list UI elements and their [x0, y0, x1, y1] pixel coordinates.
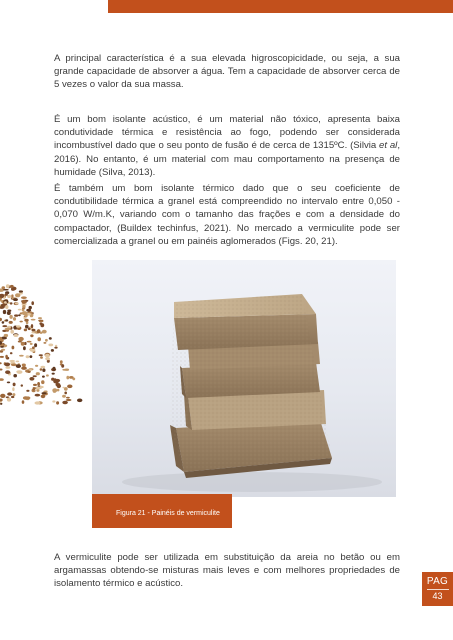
granule — [33, 384, 37, 386]
granule — [0, 369, 3, 371]
paragraph-thermal-insulation: É também um bom isolante térmico dado que o seu coeficiente de condutibilidade térmica a granel está compreendido no intervalo entre 0,050 - 0,070 W/m.K, variando com o tamanho das frações e com a densidade do compactador, (Buildex techinfus, 2021). No mercado a vermiculite pode ser comercializada a granel ou em painéis aglomerados (Figs. 20, 21). — [54, 183, 400, 247]
granule — [9, 321, 13, 324]
granule — [40, 323, 44, 327]
granule — [13, 374, 17, 377]
page-divider — [427, 589, 449, 590]
granule — [43, 342, 46, 344]
granule — [5, 366, 10, 369]
granule — [5, 293, 8, 296]
granule — [24, 319, 28, 322]
granule — [18, 314, 21, 316]
granule — [40, 366, 45, 369]
granule — [41, 392, 46, 394]
granule — [13, 383, 16, 387]
citation-et-al: et al — [379, 140, 398, 152]
granule — [10, 330, 14, 334]
granule — [56, 401, 59, 404]
granule — [62, 387, 65, 389]
granule — [48, 344, 53, 347]
granule — [30, 355, 33, 358]
granule — [69, 376, 74, 379]
granule — [14, 314, 18, 316]
granule — [62, 401, 68, 404]
granule — [13, 298, 18, 301]
granule — [66, 399, 72, 401]
granule — [1, 349, 5, 351]
granule — [23, 302, 27, 304]
granule — [15, 293, 20, 297]
figure-caption: Figura 21 - Painéis de vermiculite — [116, 509, 220, 517]
granule — [13, 317, 16, 321]
granule — [40, 356, 43, 359]
granule — [5, 319, 8, 321]
granule — [7, 392, 12, 395]
granule — [35, 394, 41, 397]
header-accent-bar — [108, 0, 453, 13]
granule — [26, 355, 30, 358]
granule — [52, 400, 55, 402]
granule — [21, 342, 25, 346]
granule — [16, 361, 20, 363]
page-number: 43 — [432, 591, 443, 601]
granule — [28, 328, 31, 331]
granule — [40, 368, 43, 370]
granule — [14, 334, 19, 337]
granule — [66, 397, 70, 399]
page-label: PAG — [426, 576, 449, 587]
granule — [18, 337, 23, 341]
granule — [26, 309, 31, 312]
granule — [4, 301, 7, 304]
granule — [40, 386, 44, 388]
granule — [49, 337, 52, 340]
granule — [16, 364, 21, 368]
granule — [15, 303, 18, 305]
paragraph-text: , 2016). No entanto, é um material com mau comportamento na presença de humidade (Silva, 2013). — [54, 140, 400, 178]
granule — [62, 395, 66, 398]
granule — [31, 301, 34, 305]
granule — [67, 385, 72, 389]
granule — [0, 362, 2, 364]
granule — [37, 337, 41, 341]
granule — [16, 325, 20, 327]
granule — [0, 394, 5, 398]
granule — [45, 339, 48, 342]
granule — [21, 384, 23, 386]
granule — [32, 329, 36, 332]
granule — [11, 294, 13, 297]
granule — [45, 357, 50, 360]
granule — [52, 373, 55, 375]
granule — [42, 376, 45, 378]
paragraph-acoustic-insulation — [54, 113, 400, 179]
granule — [22, 400, 25, 404]
granule — [41, 395, 46, 399]
granule — [37, 329, 40, 333]
granule — [51, 349, 54, 352]
granule — [20, 321, 23, 323]
granule — [62, 369, 66, 371]
granule — [12, 387, 14, 391]
granule — [19, 355, 24, 357]
granule — [5, 305, 8, 309]
granule — [30, 343, 33, 345]
granule — [38, 320, 43, 322]
granule — [30, 334, 33, 337]
granule — [35, 401, 41, 404]
granule — [64, 392, 67, 395]
granule — [66, 376, 69, 380]
granule — [35, 365, 38, 367]
granule — [61, 364, 64, 368]
granule — [26, 390, 29, 392]
granule — [29, 377, 34, 381]
granule — [7, 382, 10, 384]
granule — [31, 319, 36, 321]
granule — [19, 290, 23, 292]
granule — [39, 354, 43, 356]
granule — [52, 388, 57, 392]
granule — [21, 296, 27, 299]
granule — [42, 330, 47, 334]
granule — [9, 360, 15, 362]
granule — [42, 368, 45, 372]
granule — [9, 315, 12, 319]
page-number-tag — [422, 572, 453, 606]
vermiculite-panels-photo — [92, 260, 396, 497]
granule — [4, 334, 8, 337]
granule — [5, 370, 10, 374]
granule — [18, 309, 22, 311]
granule — [0, 318, 2, 321]
granule — [10, 302, 13, 304]
granule — [31, 324, 33, 328]
granule — [25, 313, 28, 317]
granule — [52, 367, 55, 371]
granule — [6, 284, 10, 288]
granule — [10, 285, 14, 288]
granule — [21, 366, 27, 370]
granule — [28, 371, 31, 373]
granule — [22, 364, 26, 367]
granule — [30, 348, 36, 352]
paragraph-hygroscopicity: A principal característica é a sua elevada higroscopicidade, ou seja, a sua grande capacidade de absorver a água. Tem a capacidade de absorver cerca de 5 vezes o valor da sua massa. — [54, 53, 400, 91]
granule — [7, 295, 11, 298]
granule — [2, 321, 5, 324]
granule — [41, 380, 44, 384]
granule — [0, 399, 3, 402]
granule — [54, 347, 57, 349]
granule — [12, 393, 15, 396]
granule — [34, 343, 37, 347]
granule — [29, 306, 32, 309]
granule — [33, 375, 37, 377]
granule — [25, 325, 29, 329]
granule — [4, 363, 10, 367]
granule — [11, 288, 15, 291]
granule — [77, 399, 82, 403]
paragraph-text: É um bom isolante acústico, é um material não tóxico, apresenta baixa condutividade térmica e resistência ao fogo, podendo ser considerada incombustível dado que o seu ponto de fusão é de cerca de 1315ºC. (Silvia — [54, 114, 400, 152]
granule — [10, 352, 13, 354]
granule — [7, 310, 11, 312]
granule — [25, 396, 30, 399]
granule — [5, 328, 11, 331]
granule — [0, 378, 4, 381]
figure-caption-box — [92, 494, 232, 528]
granule — [7, 398, 11, 402]
vermiculite-granules-image — [0, 278, 88, 408]
granule — [2, 325, 7, 327]
granule — [45, 354, 50, 358]
granule — [38, 317, 42, 319]
granule — [36, 372, 40, 375]
granule — [31, 314, 34, 317]
granule — [60, 360, 63, 363]
granule — [12, 346, 15, 350]
granule — [33, 387, 37, 389]
granule — [24, 329, 27, 332]
granule — [23, 346, 26, 350]
granule — [22, 308, 25, 310]
granule — [54, 378, 57, 381]
granule — [16, 370, 22, 373]
granule — [5, 355, 8, 359]
granule — [11, 396, 14, 398]
granule — [37, 382, 40, 386]
granule — [0, 356, 4, 358]
granule — [32, 346, 35, 349]
granule — [3, 289, 9, 291]
paragraph-applications: A vermiculite pode ser utilizada em substituição da areia no betão ou em argamassas obtendo-se misturas mais leves e com melhores propriedades de isolamento térmico e acústico. — [54, 552, 400, 590]
granule — [18, 341, 22, 343]
granule — [27, 341, 32, 343]
granule — [3, 310, 6, 314]
granule — [46, 374, 49, 376]
